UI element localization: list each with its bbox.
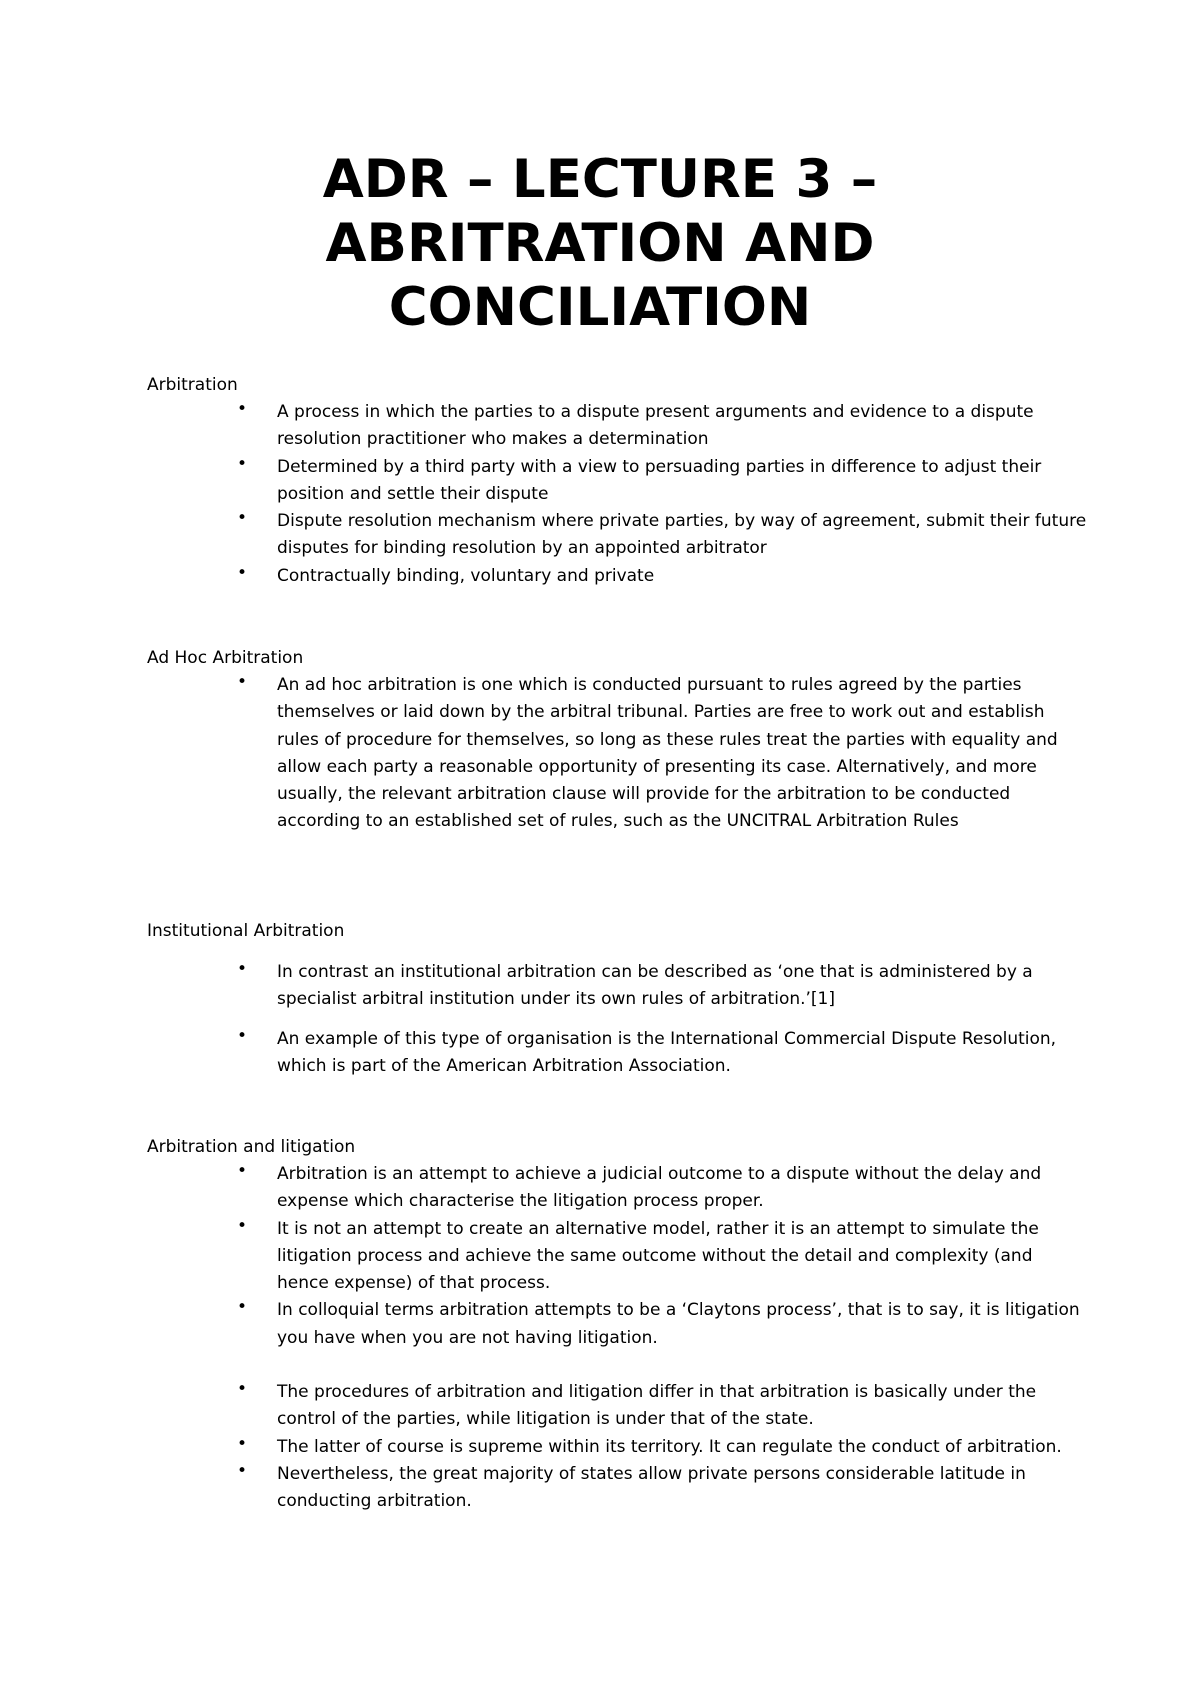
- list-item: [147, 454, 1087, 509]
- bullet-icon: •: [237, 672, 248, 692]
- list-item: [147, 672, 1087, 836]
- bullet-list: [147, 1161, 1087, 1516]
- list-item-text: An ad hoc arbitration is one which is conducted pursuant to rules agreed by the parties themselves or laid down by the arbitral tribunal. Parties are free to work out and establish rules of procedure for themselves, so long as these rules treat the parties with equality and allow each party a reasonable opportunity of presenting its case. Alternatively, and more usually, the relevant arbitration clause will provide for the arbitration to be conducted according to an established set of rules, such as the UNCITRAL Arbitration Rules: [277, 675, 1058, 832]
- bullet-list: [147, 959, 1087, 1080]
- bullet-icon: •: [237, 1025, 248, 1046]
- section-arbitration: [147, 372, 1087, 590]
- list-item-text: Nevertheless, the great majority of states allow private persons considerable latitude in conducting arbitration.: [277, 1463, 1026, 1512]
- section-heading: Arbitration and litigation: [147, 1137, 356, 1157]
- bullet-icon: •: [237, 562, 248, 583]
- list-item-text: A process in which the parties to a dispute present arguments and evidence to a dispute resolution practitioner who makes a determination: [277, 402, 1034, 450]
- list-item-text: Contractually binding, voluntary and private: [277, 565, 655, 586]
- list-item: [147, 1297, 1087, 1352]
- list-item-text: In contrast an institutional arbitration can be described as ‘one that is administered by a specialist arbitral institution under its own rules of arbitration.’[1]: [277, 962, 1033, 1010]
- bullet-icon: •: [237, 508, 248, 529]
- section-heading: Ad Hoc Arbitration: [147, 648, 304, 668]
- document-title: [0, 148, 1200, 340]
- list-item-text: An example of this type of organisation is the International Commercial Dispute Resolution, which is part of the American Arbitration Association.: [277, 1028, 1057, 1076]
- list-item: [147, 1379, 1087, 1434]
- list-item-text: Dispute resolution mechanism where private parties, by way of agreement, submit their future disputes for binding resolution by an appointed arbitrator: [277, 511, 1087, 559]
- bullet-icon: •: [237, 1297, 248, 1318]
- bullet-list: [147, 672, 1087, 836]
- list-item: [147, 1161, 1087, 1216]
- list-item: [147, 508, 1087, 563]
- bullet-icon: •: [237, 453, 248, 474]
- bullet-list: [147, 399, 1087, 590]
- section-ad-hoc-arbitration: [147, 645, 1087, 836]
- bullet-icon: •: [237, 1161, 248, 1181]
- section-heading: Arbitration: [147, 375, 238, 395]
- bullet-icon: •: [237, 1460, 248, 1481]
- bullet-icon: •: [237, 1433, 248, 1454]
- list-item: [147, 563, 1087, 590]
- bullet-icon: •: [237, 1379, 248, 1400]
- list-item-text: Determined by a third party with a view to persuading parties in difference to adjust their position and settle their dispute: [277, 456, 1042, 504]
- list-item: [147, 1461, 1087, 1516]
- list-item: [147, 1434, 1087, 1461]
- list-item: [147, 1026, 1087, 1081]
- bullet-icon: •: [237, 1215, 248, 1236]
- title-line-2: ABRITRATION AND: [325, 213, 875, 274]
- list-item: [147, 1216, 1087, 1298]
- section-arbitration-and-litigation: [147, 1134, 1087, 1516]
- section-institutional-arbitration: [147, 918, 1087, 1080]
- title-line-3: CONCILIATION: [388, 277, 812, 338]
- list-item-text: Arbitration is an attempt to achieve a judicial outcome to a dispute without the delay and expense which characterise the litigation process proper.: [277, 1164, 1042, 1212]
- title-line-1: ADR – LECTURE 3 –: [322, 149, 878, 210]
- section-heading: Institutional Arbitration: [147, 921, 345, 941]
- bullet-icon: •: [237, 959, 248, 979]
- list-item-text: In colloquial terms arbitration attempts to be a ‘Claytons process’, that is to say, it is litigation you have when you are not having litigation.: [277, 1300, 1080, 1348]
- list-item-text: The latter of course is supreme within its territory. It can regulate the conduct of arbitration.: [277, 1436, 1062, 1457]
- list-item: [147, 959, 1087, 1014]
- bullet-icon: •: [237, 399, 248, 419]
- list-item: [147, 399, 1087, 454]
- list-item-text: The procedures of arbitration and litigation differ in that arbitration is basically under the control of the parties, while litigation is under that of the state.: [277, 1382, 1037, 1430]
- list-item-text: It is not an attempt to create an alternative model, rather it is an attempt to simulate the litigation process and achieve the same outcome without the detail and complexity (and hence expense) of that process.: [277, 1218, 1039, 1294]
